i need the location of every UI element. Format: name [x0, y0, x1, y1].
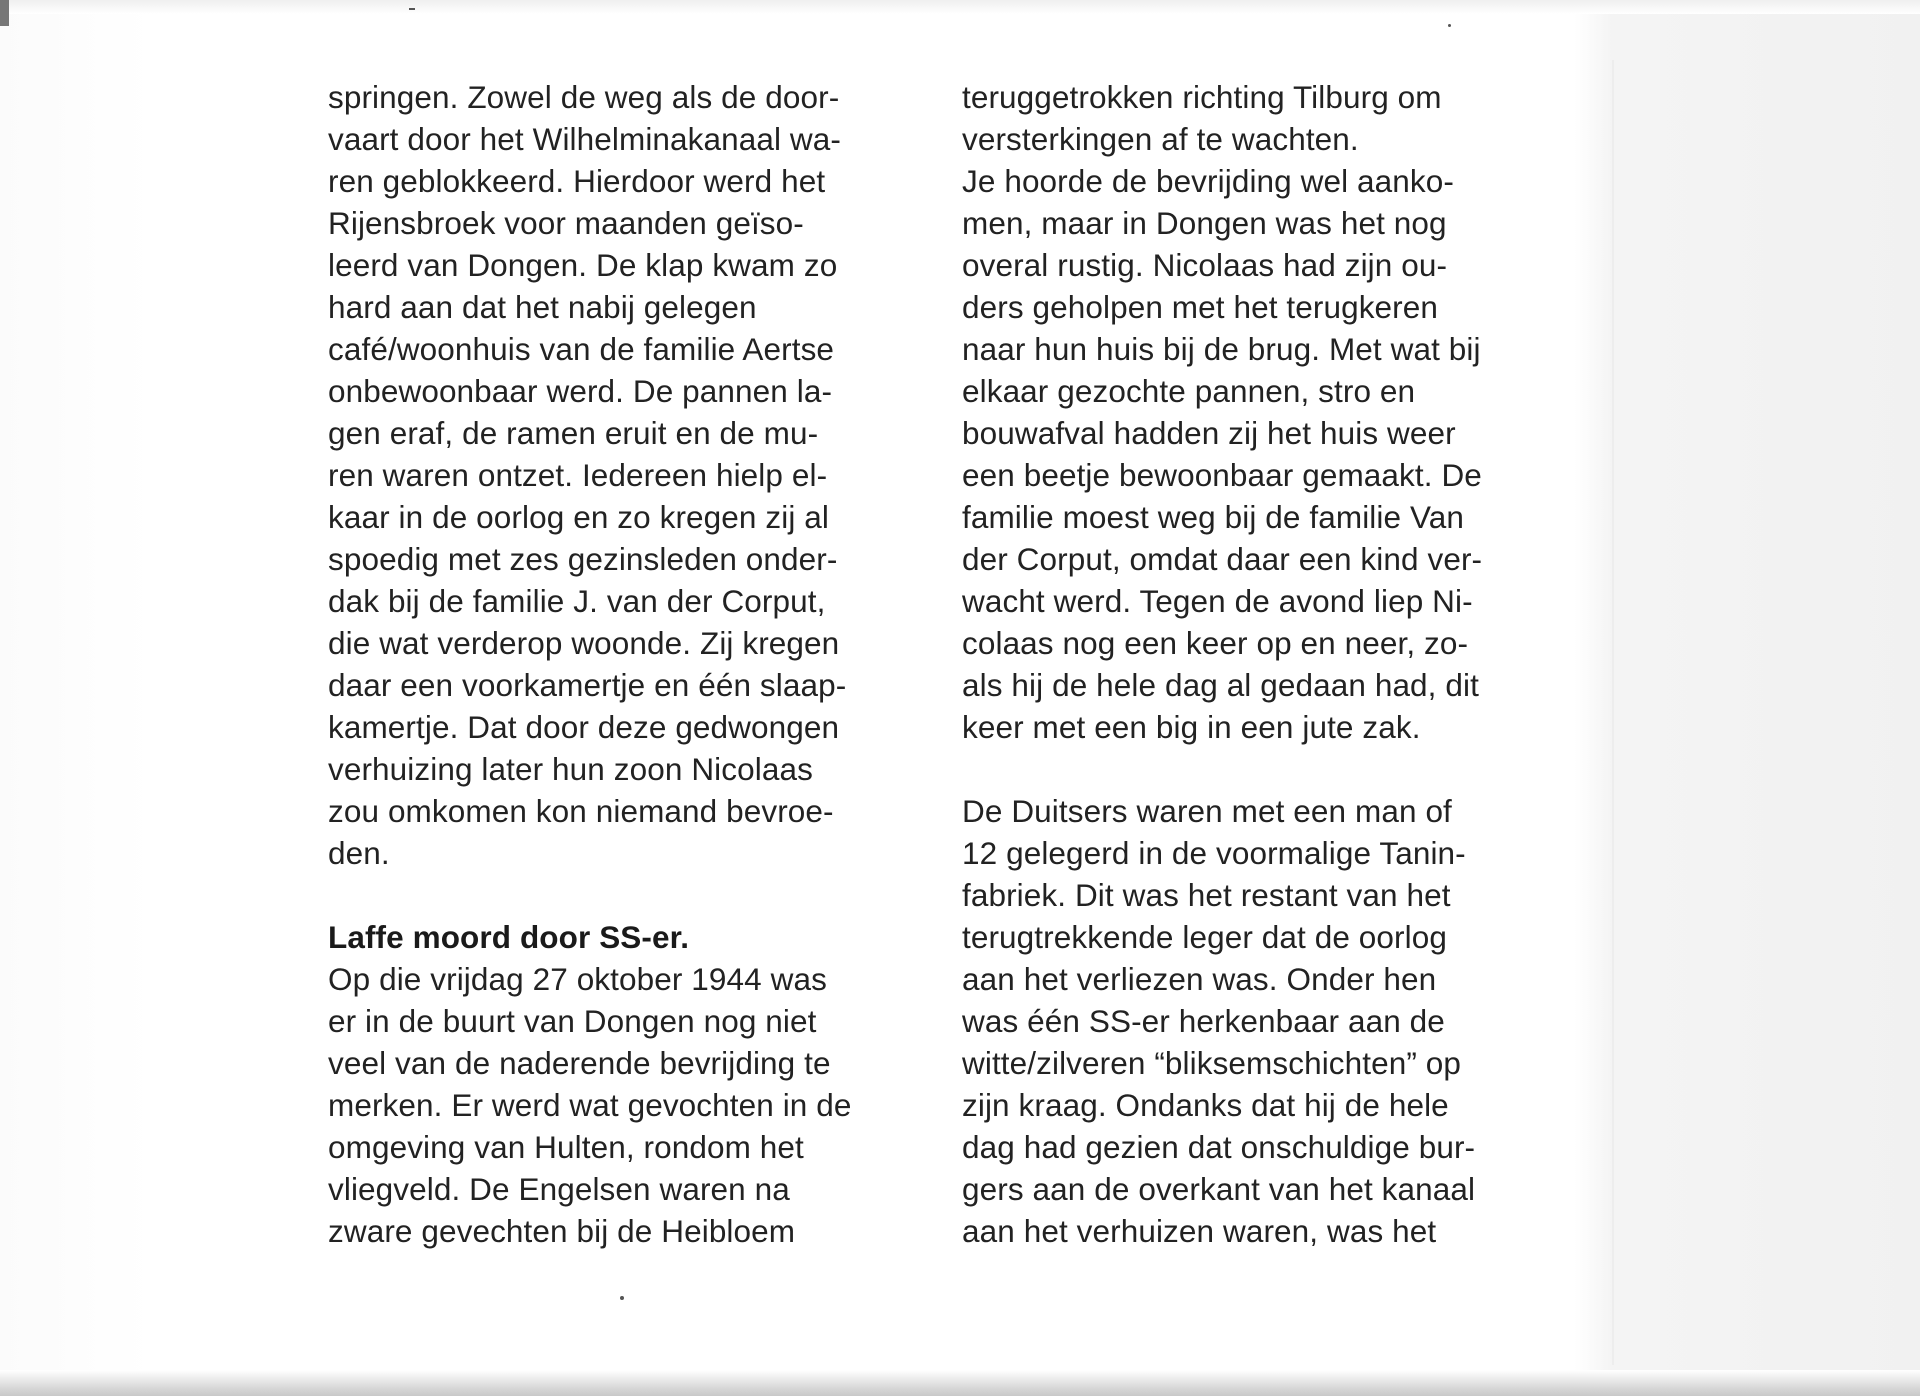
text-line: familie moest weg bij de familie Van [962, 499, 1464, 535]
text-line: veel van de naderende bevrijding te [328, 1045, 831, 1081]
text-line: leerd van Dongen. De klap kwam zo [328, 247, 838, 283]
text-line: wacht werd. Tegen de avond liep Ni- [962, 583, 1473, 619]
text-line: ders geholpen met het terugkeren [962, 289, 1439, 325]
text-line: terugtrekkende leger dat de oorlog [962, 919, 1447, 955]
scan-top-edge [0, 0, 1920, 14]
text-line: ren geblokkeerd. Hierdoor werd het [328, 163, 826, 199]
text-line: De Duitsers waren met een man of [962, 793, 1452, 829]
right-paragraph-2 [962, 790, 1562, 1252]
text-line: zou omkomen kon niemand bevroe- [328, 793, 834, 829]
scan-bottom-edge [0, 1370, 1920, 1396]
scan-speck [409, 8, 415, 10]
right-paragraph-1 [962, 76, 1562, 748]
text-line: der Corput, omdat daar een kind ver- [962, 541, 1483, 577]
text-line: als hij de hele dag al gedaan had, dit [962, 667, 1479, 703]
text-line: den. [328, 835, 390, 871]
text-line: overal rustig. Nicolaas had zijn ou- [962, 247, 1448, 283]
text-line: daar een voorkamertje en één slaap- [328, 667, 847, 703]
text-line: bouwafval hadden zij het huis weer [962, 415, 1456, 451]
text-line: merken. Er werd wat gevochten in de [328, 1087, 852, 1123]
text-line: elkaar gezochte pannen, stro en [962, 373, 1416, 409]
section-heading: Laffe moord door SS-er. [328, 919, 690, 955]
text-line: springen. Zowel de weg als de door- [328, 79, 840, 115]
text-line: gen eraf, de ramen eruit en de mu- [328, 415, 819, 451]
text-line: onbewoonbaar werd. De pannen la- [328, 373, 833, 409]
text-line: vaart door het Wilhelminakanaal wa- [328, 121, 841, 157]
text-line: vliegveld. De Engelsen waren na [328, 1171, 790, 1207]
left-text-column [328, 76, 928, 1252]
text-line: naar hun huis bij de brug. Met wat bij [962, 331, 1481, 367]
left-paragraph-2 [328, 958, 928, 1252]
text-line: gers aan de overkant van het kanaal [962, 1171, 1476, 1207]
page-fold-shadow [1612, 60, 1614, 1365]
text-line: café/woonhuis van de familie Aertse [328, 331, 835, 367]
text-line: Op die vrijdag 27 oktober 1944 was [328, 961, 827, 997]
text-line: dak bij de familie J. van der Corput, [328, 583, 826, 619]
scan-corner-mark [0, 0, 9, 26]
text-line: 12 gelegerd in de voormalige Tanin- [962, 835, 1466, 871]
text-line: Rijensbroek voor maanden geïso- [328, 205, 804, 241]
left-paragraph-1 [328, 76, 928, 874]
text-line: spoedig met zes gezinsleden onder- [328, 541, 838, 577]
text-line: aan het verliezen was. Onder hen [962, 961, 1437, 997]
text-line: aan het verhuizen waren, was het [962, 1213, 1437, 1249]
text-line: verhuizing later hun zoon Nicolaas [328, 751, 813, 787]
text-line: zijn kraag. Ondanks dat hij de hele [962, 1087, 1449, 1123]
text-line: versterkingen af te wachten. [962, 121, 1359, 157]
right-text-column [962, 76, 1562, 1252]
text-line: kaar in de oorlog en zo kregen zij al [328, 499, 829, 535]
text-line: was één SS-er herkenbaar aan de [962, 1003, 1445, 1039]
text-line: keer met een big in een jute zak. [962, 709, 1421, 745]
text-line: zware gevechten bij de Heibloem [328, 1213, 796, 1249]
text-line: die wat verderop woonde. Zij kregen [328, 625, 840, 661]
text-line: Je hoorde de bevrijding wel aanko- [962, 163, 1454, 199]
paragraph-gap [962, 748, 1562, 790]
text-line: omgeving van Hulten, rondom het [328, 1129, 804, 1165]
text-line: fabriek. Dit was het restant van het [962, 877, 1451, 913]
text-line: er in de buurt van Dongen nog niet [328, 1003, 817, 1039]
text-line: hard aan dat het nabij gelegen [328, 289, 757, 325]
text-line: een beetje bewoonbaar gemaakt. De [962, 457, 1482, 493]
scan-speck [1448, 24, 1451, 27]
paragraph-gap [328, 874, 928, 916]
text-line: ren waren ontzet. Iedereen hielp el- [328, 457, 828, 493]
text-line: kamertje. Dat door deze gedwongen [328, 709, 840, 745]
text-line: teruggetrokken richting Tilburg om [962, 79, 1442, 115]
text-line: dag had gezien dat onschuldige bur- [962, 1129, 1476, 1165]
text-line: men, maar in Dongen was het nog [962, 205, 1447, 241]
scan-speck [620, 1296, 624, 1300]
text-line: witte/zilveren “bliksemschichten” op [962, 1045, 1462, 1081]
text-line: colaas nog een keer op en neer, zo- [962, 625, 1469, 661]
